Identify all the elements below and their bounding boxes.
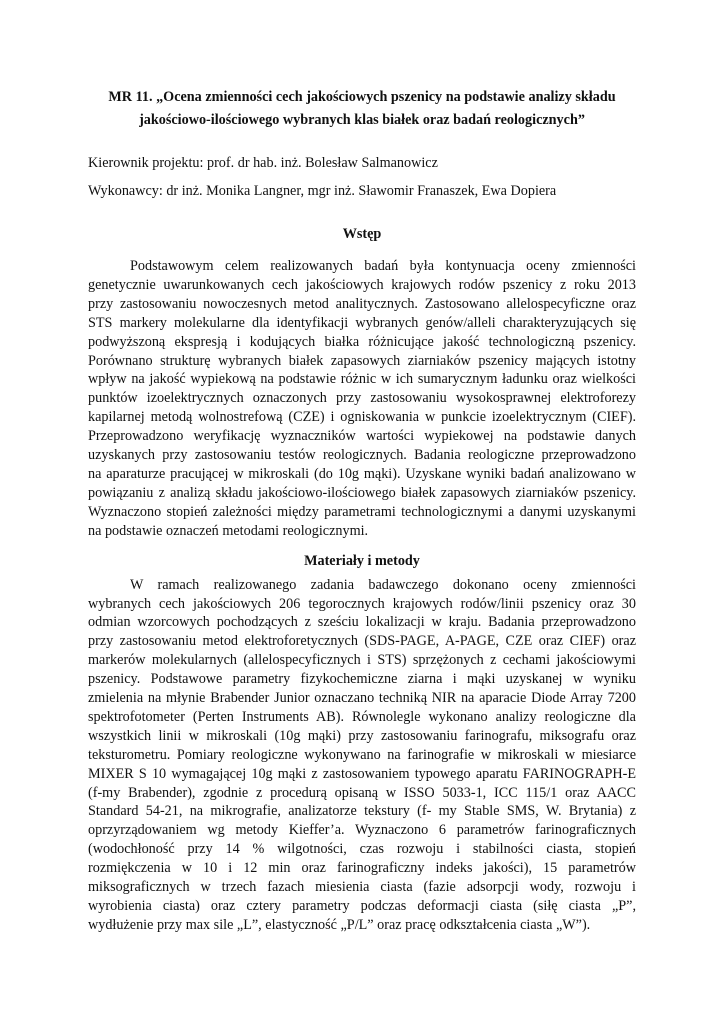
text-line: powiązaniu z analizą składu jakościowo-ilościowego białek zapasowych ziarniaków pszenicy. [88, 484, 636, 501]
text-line: wybranych cech jakościowych 206 tegorocznych krajowych rodów/linii pszenicy oraz 30 [88, 595, 636, 612]
text-line: (wodochłoność przy 14 % wilgotności, czas rozwoju i stabilności ciasta, stopień [88, 841, 636, 858]
text-line: kapilarnej metodą wolnostrefową (CZE) i ogniskowania w punkcie izoelektrycznym (CIEF). [88, 409, 636, 426]
title-line: MR 11. „Ocena zmienności cech jakościowych pszenicy na podstawie analizy składu [108, 89, 616, 105]
text-line: uzyskanych przy zastosowaniu testów reologicznych. Badania reologiczne przeprowadzono [88, 447, 636, 464]
text-line: na podstawie oznaczeń metodami reologicznymi. [88, 522, 369, 539]
text-line: genetycznie uwarunkowanych cech jakościowych krajowych rodów pszenicy z roku 2013 [88, 276, 636, 293]
text-line: zmielenia na młynie Brabender Junior oznaczano techniką NIR na aparacie Diode Array 7200 [88, 690, 636, 707]
text-line: wydłużenie przy max sile „L”, elastyczność „P/L” oraz pracę odkształcenia ciasta „W”). [88, 916, 591, 933]
project-leader: Kierownik projektu: prof. dr hab. inż. Bolesław Salmanowicz [88, 155, 438, 171]
text-line: pszenicy. Podstawowe parametry fizykochemiczne ziarna i mąki uzyskanej w wyniku [88, 671, 636, 688]
text-line: wyrobienia ciasta) oraz cztery parametry podczas deformacji ciasta (siłę ciasta „P”, [88, 898, 636, 914]
text-line: Wyznaczono stopień zależności między parametrami technologicznymi a danymi uzyskanymi [88, 503, 636, 520]
document-page [88, 86, 636, 935]
text-line: Porównano strukturę wybranych białek zapasowych ziarniaków pszenicy mających istotny [88, 352, 636, 369]
text-line: Podstawowym celem realizowanych badań była kontynuacja oceny zmienności [130, 258, 636, 274]
text-line: Przeprowadzono weryfikację wyznaczników wartości wypiekowej na podstawie danych [88, 428, 636, 445]
document-title [88, 86, 636, 132]
text-line: markerów molekularnych (allelospecyficznych i STS) sprzężonych z cechami jakościowymi [88, 652, 636, 669]
text-line: spektrofotometer (Perten Instruments AB). Równolegle wykonano analizy reologiczne dla [88, 708, 636, 725]
text-line: na aparaturze pracującej w mikroskali (do 10g mąki). Uzyskane wyniki badań analizowano w [88, 465, 636, 482]
text-line: oprzyrządowaniem wg metody Kieffer’a. Wyznaczono 6 parametrów farinograficznych [88, 822, 636, 839]
text-line: wpływ na jakość wypiekową na podstawie różnic w ich sumarycznym ładunku oraz wielkości [88, 371, 636, 388]
text-line: odmian wzorcowych pochodzących z sześciu lokalizacji w kraju. Badania przeprowadzono [88, 614, 636, 631]
text-line: punktów izoelektrycznych oznaczonych przy zastosowaniu wysokosprawnej elektroforezy [88, 390, 636, 407]
section-heading-introduction: Wstęp [342, 226, 382, 242]
text-line: STS markery molekularne dla identyfikacji wybranych genów/alleli charakteryzujących się [88, 314, 636, 331]
text-line: wszystkich linii w mikroskali (10g mąki) przy zastosowaniu farinografu, miksografu oraz [88, 727, 636, 744]
text-line: podwyższoną ekspresją i kodujących białka różnicujące jakość technologiczną pszenicy. [88, 333, 636, 350]
text-line: miksograficznych w trzech fazach miesienia ciasta (fazie adsorpcji wody, rozwoju i [88, 879, 636, 896]
text-line: teksturometru. Pomiary reologiczne wykonywano na farinografie w mikroskali w miesiarce [88, 746, 636, 763]
section-heading-materials-methods: Materiały i metody [304, 552, 420, 569]
text-line: Standard 54-21, na mikrografie, analizatorze tekstury (f- my Stable SMS, W. Brytania) z [88, 803, 636, 820]
text-line: W ramach realizowanego zadania badawczego dokonano oceny zmienności [130, 576, 636, 593]
text-line: rozmiękczenia w 10 i 12 min oraz farinograficzny indeks jakości), 15 parametrów [88, 860, 636, 877]
text-line: (f-my Brabender), zgodnie z procedurą opisaną w ISSO 5033-1, ICC 115/1 oraz AACC [88, 784, 636, 801]
text-line: MIXER S 10 wymagającej 10g mąki z zastosowaniem typowego aparatu FARINOGRAPH-E [88, 765, 636, 782]
text-line: przy zastosowaniu metod elektroforetycznych (SDS-PAGE, A-PAGE, CZE oraz CIEF) oraz [88, 633, 636, 650]
title-line: jakościowo-ilościowego wybranych klas białek oraz badań reologicznych” [139, 112, 585, 128]
section-body-materials-methods [88, 576, 636, 935]
text-line: przy zastosowaniu nowoczesnych metod analitycznych. Zastosowano allelospecyficzne oraz [88, 295, 636, 312]
contractors: Wykonawcy: dr inż. Monika Langner, mgr inż. Sławomir Franaszek, Ewa Dopiera [88, 183, 557, 199]
section-body-introduction [88, 257, 636, 541]
